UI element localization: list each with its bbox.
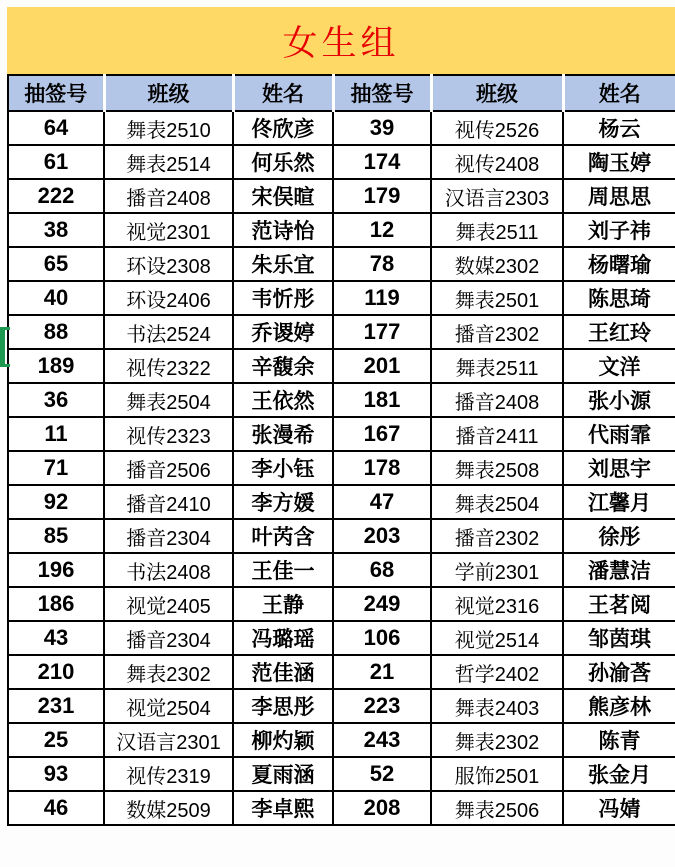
- class-cell[interactable]: 视传2526: [431, 111, 563, 145]
- class-cell[interactable]: 舞表2510: [104, 111, 233, 145]
- class-cell[interactable]: 书法2408: [104, 553, 233, 587]
- table-row: [8, 281, 675, 315]
- table-row: [8, 485, 675, 519]
- class-cell[interactable]: 学前2301: [431, 553, 563, 587]
- table-row: [8, 247, 675, 281]
- name-cell[interactable]: 夏雨涵: [233, 757, 333, 791]
- name-cell[interactable]: 李小钰: [233, 451, 333, 485]
- class-cell[interactable]: 播音2304: [104, 519, 233, 553]
- roster-table-container: [7, 7, 675, 826]
- draw-number-cell[interactable]: 12: [333, 213, 431, 247]
- class-cell[interactable]: 舞表2506: [431, 791, 563, 825]
- draw-number-cell[interactable]: 249: [333, 587, 431, 621]
- draw-number-cell[interactable]: 186: [8, 587, 104, 621]
- draw-number-cell[interactable]: 201: [333, 349, 431, 383]
- class-cell[interactable]: 舞表2302: [431, 723, 563, 757]
- name-cell[interactable]: 张小源: [563, 383, 675, 417]
- class-cell[interactable]: 播音2302: [431, 315, 563, 349]
- name-cell[interactable]: 佟欣彦: [233, 111, 333, 145]
- class-cell[interactable]: 舞表2403: [431, 689, 563, 723]
- name-cell[interactable]: 张金月: [563, 757, 675, 791]
- draw-number-cell[interactable]: 78: [333, 247, 431, 281]
- class-cell[interactable]: 舞表2302: [104, 655, 233, 689]
- table-row: [8, 349, 675, 383]
- class-cell[interactable]: 播音2408: [104, 179, 233, 213]
- class-cell[interactable]: 视觉2504: [104, 689, 233, 723]
- name-cell[interactable]: 陈思琦: [563, 281, 675, 315]
- draw-number-cell[interactable]: 189: [8, 349, 104, 383]
- class-cell[interactable]: 视觉2316: [431, 587, 563, 621]
- table-row: [8, 519, 675, 553]
- name-cell[interactable]: 韦忻彤: [233, 281, 333, 315]
- table-row: [8, 213, 675, 247]
- class-cell[interactable]: 汉语言2301: [104, 723, 233, 757]
- name-cell[interactable]: 王静: [233, 587, 333, 621]
- class-cell[interactable]: 视传2408: [431, 145, 563, 179]
- name-cell[interactable]: 陈青: [563, 723, 675, 757]
- draw-number-cell[interactable]: 64: [8, 111, 104, 145]
- class-cell[interactable]: 书法2524: [104, 315, 233, 349]
- draw-number-cell[interactable]: 177: [333, 315, 431, 349]
- class-cell[interactable]: 播音2304: [104, 621, 233, 655]
- class-cell[interactable]: 舞表2511: [431, 213, 563, 247]
- draw-number-cell[interactable]: 174: [333, 145, 431, 179]
- draw-number-cell[interactable]: 47: [333, 485, 431, 519]
- name-cell[interactable]: 李卓熙: [233, 791, 333, 825]
- class-cell[interactable]: 哲学2402: [431, 655, 563, 689]
- draw-number-cell[interactable]: 181: [333, 383, 431, 417]
- name-cell[interactable]: 江馨月: [563, 485, 675, 519]
- draw-number-cell[interactable]: 52: [333, 757, 431, 791]
- class-cell[interactable]: 服饰2501: [431, 757, 563, 791]
- name-cell[interactable]: 冯璐瑶: [233, 621, 333, 655]
- draw-number-cell[interactable]: 43: [8, 621, 104, 655]
- column-header-draw-number-right[interactable]: 抽签号: [333, 75, 431, 111]
- draw-number-cell[interactable]: 179: [333, 179, 431, 213]
- draw-number-cell[interactable]: 196: [8, 553, 104, 587]
- name-cell[interactable]: 杨云: [563, 111, 675, 145]
- class-cell[interactable]: 视传2323: [104, 417, 233, 451]
- table-row: [8, 111, 675, 145]
- class-cell[interactable]: 环设2406: [104, 281, 233, 315]
- draw-number-cell[interactable]: 92: [8, 485, 104, 519]
- draw-number-cell[interactable]: 21: [333, 655, 431, 689]
- class-cell[interactable]: 视觉2514: [431, 621, 563, 655]
- table-row: [8, 417, 675, 451]
- name-cell[interactable]: 徐彤: [563, 519, 675, 553]
- draw-number-cell[interactable]: 203: [333, 519, 431, 553]
- roster-table: [7, 74, 675, 826]
- draw-number-cell[interactable]: 178: [333, 451, 431, 485]
- class-cell[interactable]: 视传2319: [104, 757, 233, 791]
- draw-number-cell[interactable]: 68: [333, 553, 431, 587]
- class-cell[interactable]: 播音2408: [431, 383, 563, 417]
- draw-number-cell[interactable]: 85: [8, 519, 104, 553]
- draw-number-cell[interactable]: 231: [8, 689, 104, 723]
- draw-number-cell[interactable]: 40: [8, 281, 104, 315]
- column-header-class-left[interactable]: 班级: [104, 75, 233, 111]
- class-cell[interactable]: 舞表2504: [104, 383, 233, 417]
- class-cell[interactable]: 播音2506: [104, 451, 233, 485]
- class-cell[interactable]: 视觉2405: [104, 587, 233, 621]
- name-cell[interactable]: 潘慧洁: [563, 553, 675, 587]
- draw-number-cell[interactable]: 93: [8, 757, 104, 791]
- table-row: [8, 791, 675, 825]
- name-cell[interactable]: 杨曙瑜: [563, 247, 675, 281]
- class-cell[interactable]: 舞表2508: [431, 451, 563, 485]
- class-cell[interactable]: 数媒2509: [104, 791, 233, 825]
- table-row: [8, 757, 675, 791]
- class-cell[interactable]: 舞表2511: [431, 349, 563, 383]
- class-cell[interactable]: 视传2322: [104, 349, 233, 383]
- group-title-cell[interactable]: [7, 7, 675, 74]
- name-cell[interactable]: 陶玉婷: [563, 145, 675, 179]
- name-cell[interactable]: 周思思: [563, 179, 675, 213]
- name-cell[interactable]: 王茗阅: [563, 587, 675, 621]
- draw-number-cell[interactable]: 210: [8, 655, 104, 689]
- name-cell[interactable]: 朱乐宜: [233, 247, 333, 281]
- draw-number-cell[interactable]: 106: [333, 621, 431, 655]
- draw-number-cell[interactable]: 243: [333, 723, 431, 757]
- name-cell[interactable]: 辛馥余: [233, 349, 333, 383]
- class-cell[interactable]: 播音2411: [431, 417, 563, 451]
- class-cell[interactable]: 舞表2514: [104, 145, 233, 179]
- table-row: [8, 723, 675, 757]
- draw-number-cell[interactable]: 61: [8, 145, 104, 179]
- table-row: [8, 179, 675, 213]
- name-cell[interactable]: 叶芮含: [233, 519, 333, 553]
- name-cell[interactable]: 代雨霏: [563, 417, 675, 451]
- group-title: 女生组: [282, 23, 400, 63]
- draw-number-cell[interactable]: 46: [8, 791, 104, 825]
- draw-number-cell[interactable]: 71: [8, 451, 104, 485]
- header-row: [8, 75, 675, 111]
- name-cell[interactable]: 范佳涵: [233, 655, 333, 689]
- name-cell[interactable]: 冯婧: [563, 791, 675, 825]
- class-cell[interactable]: 汉语言2303: [431, 179, 563, 213]
- class-cell[interactable]: 数媒2302: [431, 247, 563, 281]
- class-cell[interactable]: 环设2308: [104, 247, 233, 281]
- name-cell[interactable]: 熊彦林: [563, 689, 675, 723]
- class-cell[interactable]: 舞表2501: [431, 281, 563, 315]
- draw-number-cell[interactable]: 88: [8, 315, 104, 349]
- name-cell[interactable]: 张漫希: [233, 417, 333, 451]
- class-cell[interactable]: 舞表2504: [431, 485, 563, 519]
- name-cell[interactable]: 王依然: [233, 383, 333, 417]
- table-row: [8, 315, 675, 349]
- name-cell[interactable]: 何乐然: [233, 145, 333, 179]
- name-cell[interactable]: 柳灼颖: [233, 723, 333, 757]
- name-cell[interactable]: 王红玲: [563, 315, 675, 349]
- name-cell[interactable]: 刘子祎: [563, 213, 675, 247]
- table-row: [8, 689, 675, 723]
- class-cell[interactable]: 视觉2301: [104, 213, 233, 247]
- table-row: [8, 621, 675, 655]
- column-header-name-right[interactable]: 姓名: [563, 75, 675, 111]
- class-cell[interactable]: 播音2410: [104, 485, 233, 519]
- draw-number-cell[interactable]: 36: [8, 383, 104, 417]
- draw-number-cell[interactable]: 39: [333, 111, 431, 145]
- table-row: [8, 587, 675, 621]
- table-row: [8, 655, 675, 689]
- table-row: [8, 451, 675, 485]
- draw-number-cell[interactable]: 208: [333, 791, 431, 825]
- name-cell[interactable]: 邹茵琪: [563, 621, 675, 655]
- column-header-name-left[interactable]: 姓名: [233, 75, 333, 111]
- name-cell[interactable]: 李方媛: [233, 485, 333, 519]
- table-row: [8, 383, 675, 417]
- draw-number-cell[interactable]: 119: [333, 281, 431, 315]
- table-row: [8, 145, 675, 179]
- draw-number-cell[interactable]: 11: [8, 417, 104, 451]
- name-cell[interactable]: 范诗怡: [233, 213, 333, 247]
- table-row: [8, 553, 675, 587]
- name-cell[interactable]: 乔谡婷: [233, 315, 333, 349]
- draw-number-cell[interactable]: 38: [8, 213, 104, 247]
- draw-number-cell[interactable]: 25: [8, 723, 104, 757]
- name-cell[interactable]: 王佳一: [233, 553, 333, 587]
- name-cell[interactable]: 孙渝莟: [563, 655, 675, 689]
- name-cell[interactable]: 宋俣暄: [233, 179, 333, 213]
- draw-number-cell[interactable]: 222: [8, 179, 104, 213]
- class-cell[interactable]: 播音2302: [431, 519, 563, 553]
- draw-number-cell[interactable]: 65: [8, 247, 104, 281]
- name-cell[interactable]: 刘思宇: [563, 451, 675, 485]
- draw-number-cell[interactable]: 167: [333, 417, 431, 451]
- name-cell[interactable]: 李思彤: [233, 689, 333, 723]
- column-header-class-right[interactable]: 班级: [431, 75, 563, 111]
- name-cell[interactable]: 文洋: [563, 349, 675, 383]
- draw-number-cell[interactable]: 223: [333, 689, 431, 723]
- column-header-draw-number-left[interactable]: 抽签号: [8, 75, 104, 111]
